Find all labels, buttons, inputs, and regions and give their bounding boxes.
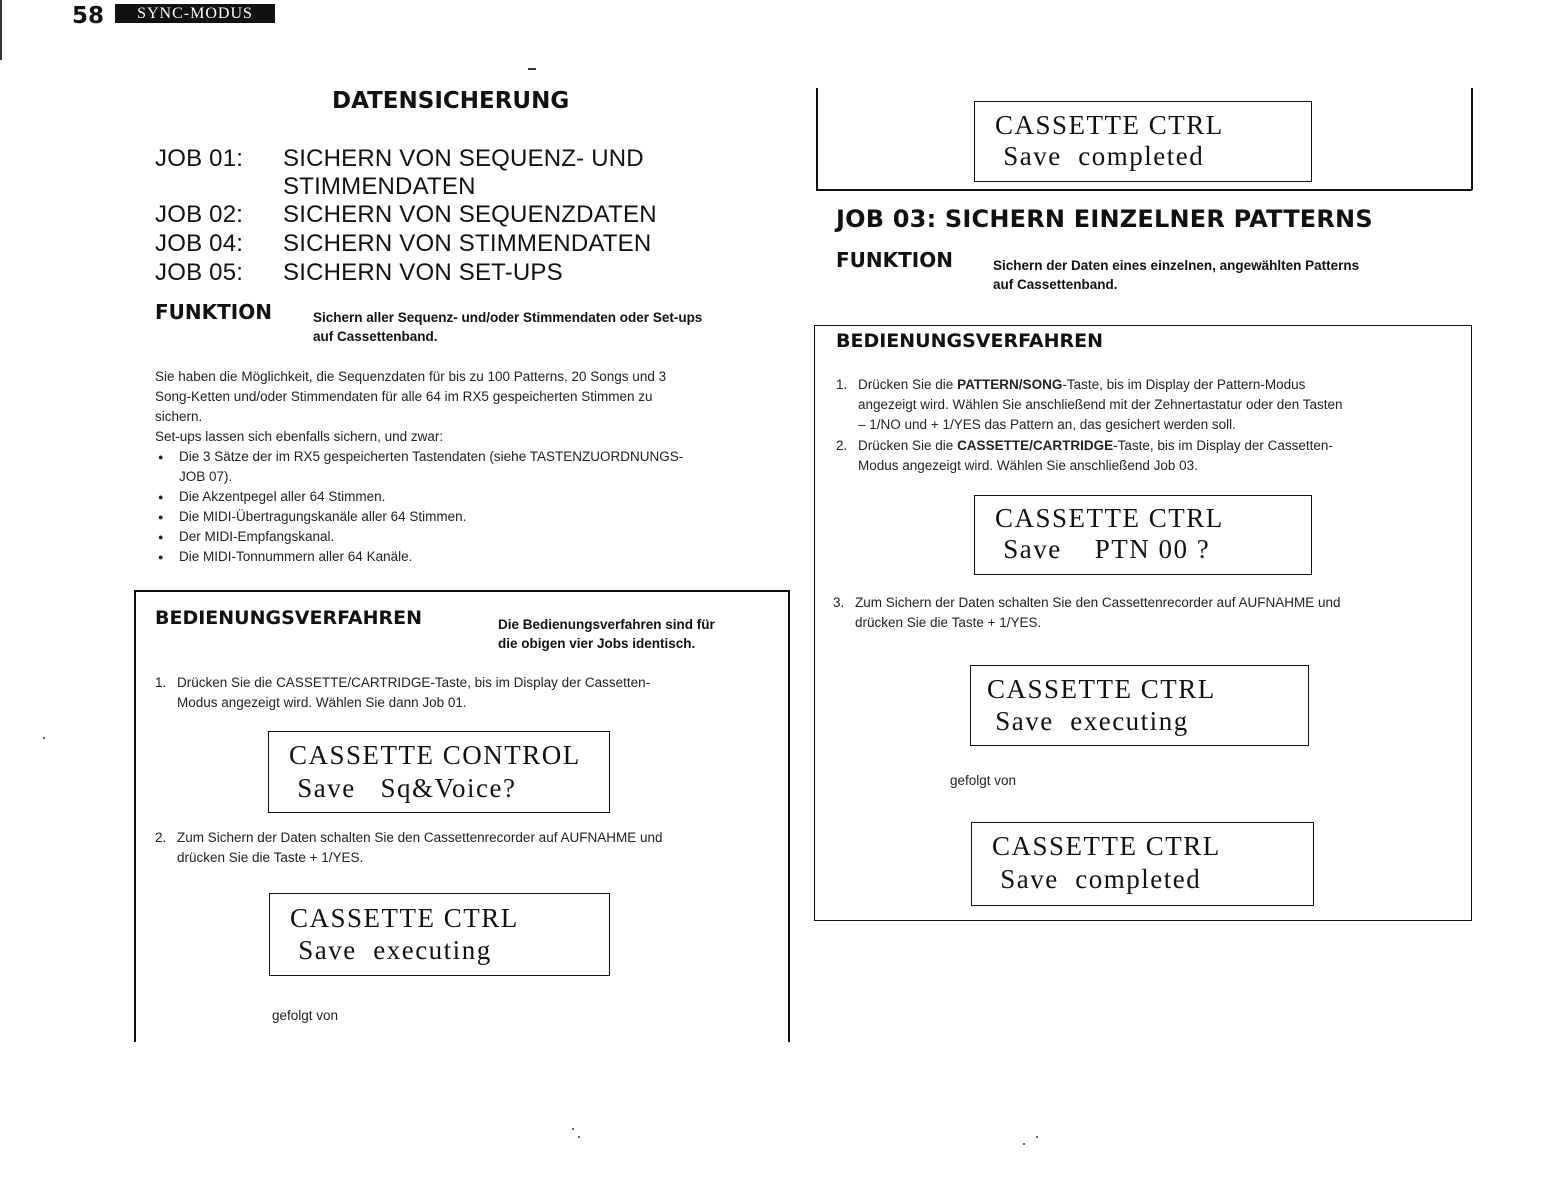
section-label: SYNC-MODUS (115, 4, 275, 23)
funktion-label-left: FUNKTION (155, 300, 272, 324)
followed-by-right: gefolgt von (950, 773, 1017, 788)
scan-speck (572, 1128, 574, 1130)
funktion-label-right: FUNKTION (836, 248, 953, 272)
right-top-frame-left (816, 88, 818, 190)
right-top-frame-right (1471, 88, 1473, 190)
job-title-05: JOB 05: SICHERN VON SET-UPS (155, 259, 563, 286)
procedure-note-left: Die Bedienungsverfahren sind für die obigen vier Jobs identisch. (498, 617, 715, 651)
left-procedure-frame-top (134, 590, 789, 592)
mark-dash (528, 68, 536, 70)
lcd-display-save-executing-right: CASSETTE CTRL Save executing (970, 665, 1309, 746)
left-procedure-frame-left (134, 590, 136, 1042)
lcd-display-save-completed-top: CASSETTE CTRL Save completed (974, 101, 1312, 182)
right-step-3: 3. Zum Sichern der Daten schalten Sie den Cassettenrecorder auf AUFNAHME und drücken Sie die Taste + 1/YES. (833, 595, 1341, 630)
lcd-display-save-completed-bottom: CASSETTE CTRL Save completed (971, 822, 1314, 906)
scan-speck (43, 737, 45, 739)
page-number: 58 (72, 3, 105, 29)
list-item: ● Der MIDI-Empfangskanal. (155, 527, 785, 547)
job-title-01-cont: STIMMENDATEN (283, 173, 476, 200)
job-title-04: JOB 04: SICHERN VON STIMMENDATEN (155, 230, 652, 257)
job-title-02: JOB 02: SICHERN VON SEQUENZDATEN (155, 201, 657, 228)
list-item: ● Die MIDI-Tonnummern aller 64 Kanäle. (155, 547, 785, 567)
lcd-display-save-ptn: CASSETTE CTRL Save PTN 00 ? (974, 495, 1312, 575)
procedure-heading-right: BEDIENUNGSVERFAHREN (836, 330, 1104, 352)
procedure-heading-left: BEDIENUNGSVERFAHREN (155, 607, 423, 629)
scan-speck (578, 1136, 580, 1138)
list-item: ● Die MIDI-Übertragungskanäle aller 64 Stimmen. (155, 507, 785, 527)
right-step-2: 2. Drücken Sie die CASSETTE/CARTRIDGE-Taste, bis im Display der Cassetten- Modus angezeigt wird. Wählen Sie anschließend Job 03. (836, 438, 1333, 473)
intro-text: Sie haben die Möglichkeit, die Sequenzdaten für bis zu 100 Patterns, 20 Songs und 3 Song-Ketten und/oder Stimmendaten für alle 64 im RX5 gespeicherten Stimmen zu sichern. Set-ups lassen sich ebenfalls sichern, und zwar: ● Die 3 Sätze der im RX5 gespeicherten Tastendaten (siehe TASTENZUORDNUNGS- JOB 07). ● Die Akzentpegel aller 64 Stimmen. ● Die MIDI-Übertragungskanäle aller 64 Stimmen. ● Der MIDI-Empfangskanal. ● Die MIDI-Tonnummern aller 64 Kanäle. (155, 367, 785, 567)
setup-bullet-list (155, 447, 785, 567)
funktion-text-right: Sichern der Daten eines einzelnen, angewählten Patterns auf Cassettenband. (993, 258, 1360, 292)
lcd-display-cassette-control: CASSETTE CONTROL Save Sq&Voice? (268, 731, 610, 813)
list-item: ● Die Akzentpegel aller 64 Stimmen. (155, 487, 785, 507)
left-step-2: 2. Zum Sichern der Daten schalten Sie den Cassettenrecorder auf AUFNAHME und drücken Sie die Taste + 1/YES. (155, 830, 663, 865)
left-procedure-frame-right (788, 590, 790, 1042)
list-item: ● Die 3 Sätze der im RX5 gespeicherten Tastendaten (siehe TASTENZUORDNUNGS- JOB 07). (155, 447, 785, 487)
page-edge-line (0, 0, 2, 60)
scan-speck (1023, 1143, 1025, 1145)
job-title-01: JOB 01: SICHERN VON SEQUENZ- UND (155, 145, 644, 172)
followed-by-left: gefolgt von (272, 1008, 339, 1023)
right-step-1: 1. Drücken Sie die PATTERN/SONG-Taste, bis im Display der Pattern-Modus angezeigt wird. Wählen Sie anschließend mit der Zehnertastatur oder den Tasten – 1/NO und + 1/YES das Pattern an, das gesichert werden soll. (836, 377, 1343, 432)
left-step-1: 1. Drücken Sie die CASSETTE/CARTRIDGE-Taste, bis im Display der Cassetten- Modus angezeigt wird. Wählen Sie dann Job 01. (155, 675, 651, 710)
job-title-03: JOB 03: SICHERN EINZELNER PATTERNS (836, 205, 1373, 233)
scan-speck (1036, 1136, 1038, 1138)
right-top-frame-bottom (816, 189, 1472, 191)
funktion-text-left: Sichern aller Sequenz- und/oder Stimmendaten oder Set-ups auf Cassettenband. (313, 310, 703, 344)
lcd-display-save-executing-left: CASSETTE CTRL Save executing (269, 893, 610, 976)
main-title: DATENSICHERUNG (332, 88, 570, 114)
